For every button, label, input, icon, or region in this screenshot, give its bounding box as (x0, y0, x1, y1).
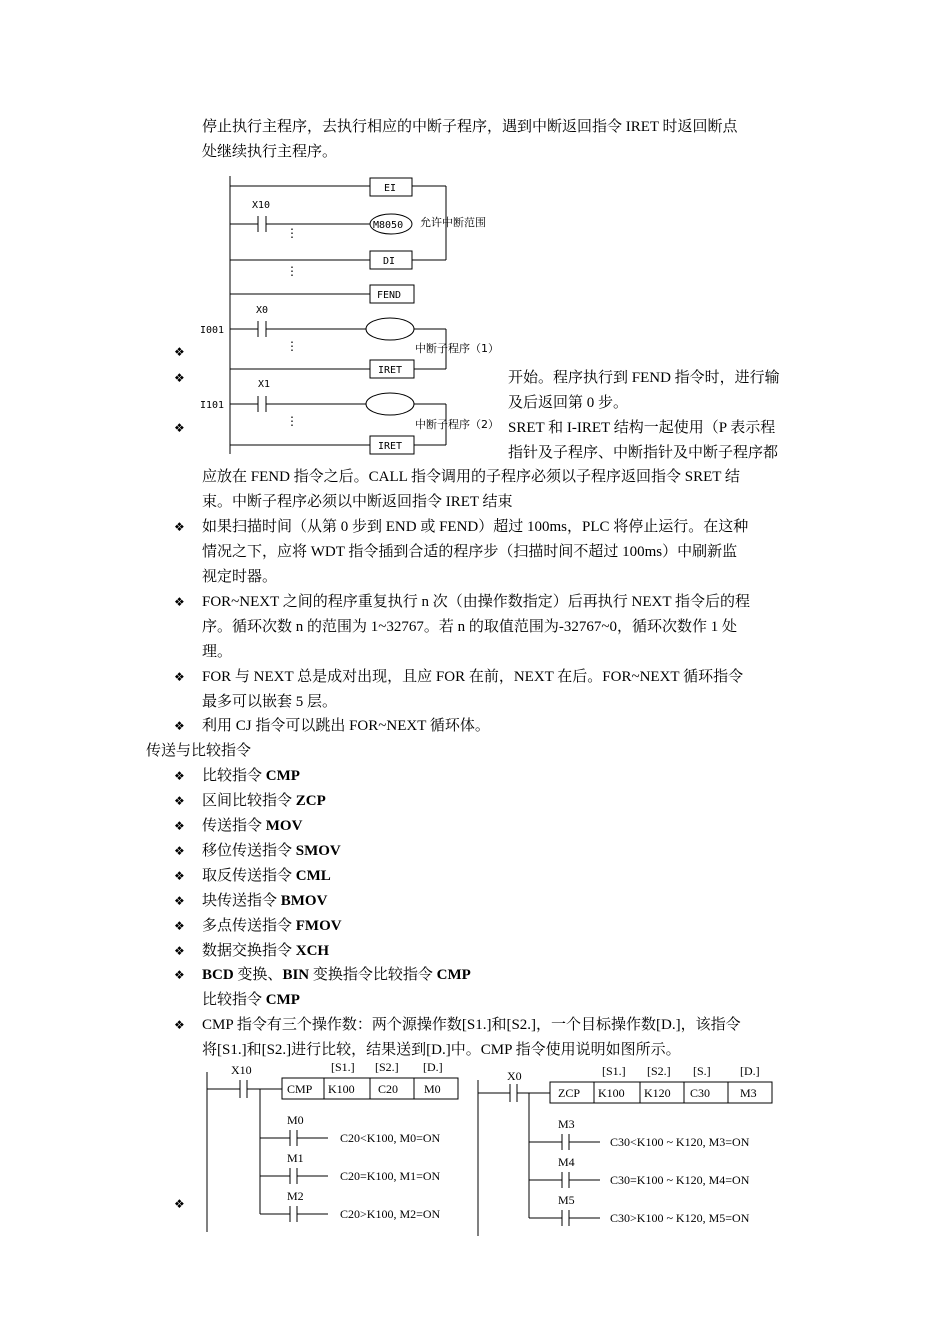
intro-line-1: 停止执行主程序，去执行相应的中断子程序，遇到中断返回指令 IRET 时返回断点 (202, 119, 738, 135)
m0-label: M0 (287, 1113, 304, 1127)
cmp-desc-line-2: 将[S1.]和[S2.]进行比较，结果送到[D.]中。CMP 指令使用说明如图所示。 (202, 1042, 681, 1058)
list-item-label: 取反传送指令 (202, 868, 296, 884)
subheading (202, 988, 300, 1013)
bullet-icon: ❖ (174, 968, 185, 982)
d-label: [D.] (740, 1064, 760, 1078)
m5-label: M5 (558, 1193, 575, 1207)
para-c-line-2: 序。循环次数 n 的范围为 1~32767。若 n 的取值范围为-32767~0，循环次数作 1 处 (202, 619, 737, 635)
i001-label: I001 (200, 325, 225, 336)
list-item (202, 814, 302, 839)
list-item-code: BMOV (280, 893, 328, 909)
list-item (202, 939, 329, 964)
list-item-code: FMOV (295, 918, 342, 934)
list-item-code: SMOV (295, 843, 341, 859)
s1-label: [S1.] (602, 1064, 626, 1078)
m8050-label: M8050 (373, 220, 404, 231)
sub2-label: 中断子程序（2） (415, 418, 499, 431)
m4-label: M4 (558, 1155, 575, 1169)
fend-label: FEND (377, 290, 402, 301)
result-m0: C20<K100, M0=ON (340, 1131, 441, 1145)
list-item-label: 区间比较指令 (202, 793, 296, 809)
para-a-line-1: 应放在 FEND 指令之后。CALL 指令调用的子程序必须以子程序返回指令 SRET 结 (202, 469, 740, 485)
list-item-text: 变换、 (233, 967, 283, 983)
m0-cell: M0 (424, 1082, 441, 1096)
list-item (202, 914, 342, 939)
bullet-icon: ❖ (174, 944, 185, 958)
k100-cell: K100 (328, 1082, 355, 1096)
partial-line-2: 及后返回第 0 步。 (508, 395, 629, 411)
para-d-line-1: FOR 与 NEXT 总是成对出现，且应 FOR 在前，NEXT 在后。FOR~NEXT 循环指令 (202, 669, 744, 685)
c30-cell: C30 (690, 1086, 711, 1100)
m3-label: M3 (558, 1117, 575, 1131)
zcp-cell: ZCP (558, 1086, 581, 1100)
para-e-line-1: 利用 CJ 指令可以跳出 FOR~NEXT 循环体。 (202, 718, 490, 734)
list-item-label: 移位传送指令 (202, 843, 296, 859)
subheading-label: 比较指令 (202, 992, 266, 1008)
section-title: 传送与比较指令 (146, 743, 252, 759)
list-item-code: CMP (265, 768, 300, 784)
list-item-label: 多点传送指令 (202, 918, 296, 934)
x10-label: X10 (231, 1063, 252, 1077)
cmp-code: CMP (436, 967, 471, 983)
partial-line-4: 指针及子程序、中断指针及中断子程序都 (508, 445, 779, 461)
dots-icon: ⋮ (286, 264, 298, 278)
bullet-icon: ❖ (174, 844, 185, 858)
result-m2: C20>K100, M2=ON (340, 1207, 441, 1221)
list-item-bcd (202, 963, 471, 988)
di-label: DI (383, 256, 396, 267)
cmp-desc-line-1: CMP 指令有三个操作数：两个源操作数[S1.]和[S2.]，一个目标操作数[D.]，该指令 (202, 1017, 741, 1033)
list-item (202, 839, 341, 864)
m2-label: M2 (287, 1189, 304, 1203)
result-m5: C30>K100 ~ K120, M5=ON (610, 1211, 750, 1225)
bullet-icon: ❖ (174, 371, 185, 385)
para-c-line-1: FOR~NEXT 之间的程序重复执行 n 次（由操作数指定）后再执行 NEXT 指令后的程 (202, 594, 750, 610)
result-m1: C20=K100, M1=ON (340, 1169, 441, 1183)
bin-code: BIN (282, 967, 310, 983)
list-item (202, 864, 331, 889)
result-m3: C30<K100 ~ K120, M3=ON (610, 1135, 750, 1149)
s1-label: [S1.] (331, 1060, 355, 1074)
para-b-line-3: 视定时器。 (202, 569, 278, 585)
x1-label: X1 (258, 379, 271, 390)
k100-cell: K100 (598, 1086, 625, 1100)
list-item-label: 数据交换指令 (202, 943, 296, 959)
dots-icon: ⋮ (286, 414, 298, 428)
iret-2-label: IRET (378, 441, 403, 452)
s2-label: [S2.] (647, 1064, 671, 1078)
para-b-line-2: 情况之下，应将 WDT 指令插到合适的程序步（扫描时间不超过 100ms）中刷新监 (202, 544, 738, 560)
dots-icon: ⋮ (286, 339, 298, 353)
bullet-icon: ❖ (174, 595, 185, 609)
list-item-label: 块传送指令 (202, 893, 281, 909)
partial-line-1: 开始。程序执行到 FEND 指令时，进行输 (508, 370, 780, 386)
bullet-icon: ❖ (174, 1197, 185, 1211)
para-b-line-1: 如果扫描时间（从第 0 步到 END 或 FEND）超过 100ms，PLC 将停止运行。在这种 (202, 519, 749, 535)
subheading-code: CMP (265, 992, 300, 1008)
interrupt-ladder-diagram (196, 172, 512, 464)
para-a-line-2: 束。中断子程序必须以中断返回指令 IRET 结束 (202, 494, 513, 510)
c20-cell: C20 (378, 1082, 399, 1096)
bullet-icon: ❖ (174, 819, 185, 833)
para-d-line-2: 最多可以嵌套 5 层。 (202, 694, 338, 710)
d-label: [D.] (423, 1060, 443, 1074)
bullet-icon: ❖ (174, 719, 185, 733)
s-label: [S.] (693, 1064, 711, 1078)
result-m4: C30=K100 ~ K120, M4=ON (610, 1173, 750, 1187)
x0-label: X0 (507, 1069, 522, 1083)
list-item-code: CML (295, 868, 331, 884)
intro-line-2: 处继续执行主程序。 (202, 144, 338, 160)
list-item-code: XCH (295, 943, 330, 959)
bullet-icon: ❖ (174, 670, 185, 684)
x0-label: X0 (256, 305, 269, 316)
list-item-text: 变换指令比较指令 (309, 967, 437, 983)
para-c-line-3: 理。 (202, 644, 233, 660)
list-item-code: MOV (265, 818, 303, 834)
list-item (202, 789, 326, 814)
cmp-ladder-diagram (200, 1060, 470, 1236)
m1-label: M1 (287, 1151, 304, 1165)
i101-label: I101 (200, 400, 225, 411)
ei-label: EI (384, 183, 397, 194)
bullet-icon: ❖ (174, 769, 185, 783)
m3-cell: M3 (740, 1086, 757, 1100)
bullet-icon: ❖ (174, 869, 185, 883)
bullet-icon: ❖ (174, 520, 185, 534)
s2-label: [S2.] (375, 1060, 399, 1074)
list-item (202, 764, 300, 789)
dots-icon: ⋮ (286, 226, 298, 240)
list-item-label: 比较指令 (202, 768, 266, 784)
bullet-icon: ❖ (174, 1018, 185, 1032)
allow-range-label: 允许中断范围 (420, 216, 486, 229)
zcp-ladder-diagram (474, 1060, 784, 1236)
bcd-code: BCD (202, 967, 234, 983)
iret-1-label: IRET (378, 365, 403, 376)
x10-label: X10 (252, 200, 271, 211)
k120-cell: K120 (644, 1086, 671, 1100)
sub1-label: 中断子程序（1） (415, 342, 499, 355)
bullet-icon: ❖ (174, 894, 185, 908)
bullet-icon: ❖ (174, 345, 185, 359)
cmp-cell: CMP (287, 1082, 313, 1096)
bullet-icon: ❖ (174, 919, 185, 933)
bullet-icon: ❖ (174, 794, 185, 808)
list-item (202, 889, 327, 914)
list-item-label: 传送指令 (202, 818, 266, 834)
list-item-code: ZCP (295, 793, 326, 809)
partial-line-3: SRET 和 I-IRET 结构一起使用（P 表示程 (508, 420, 776, 436)
bullet-icon: ❖ (174, 421, 185, 435)
